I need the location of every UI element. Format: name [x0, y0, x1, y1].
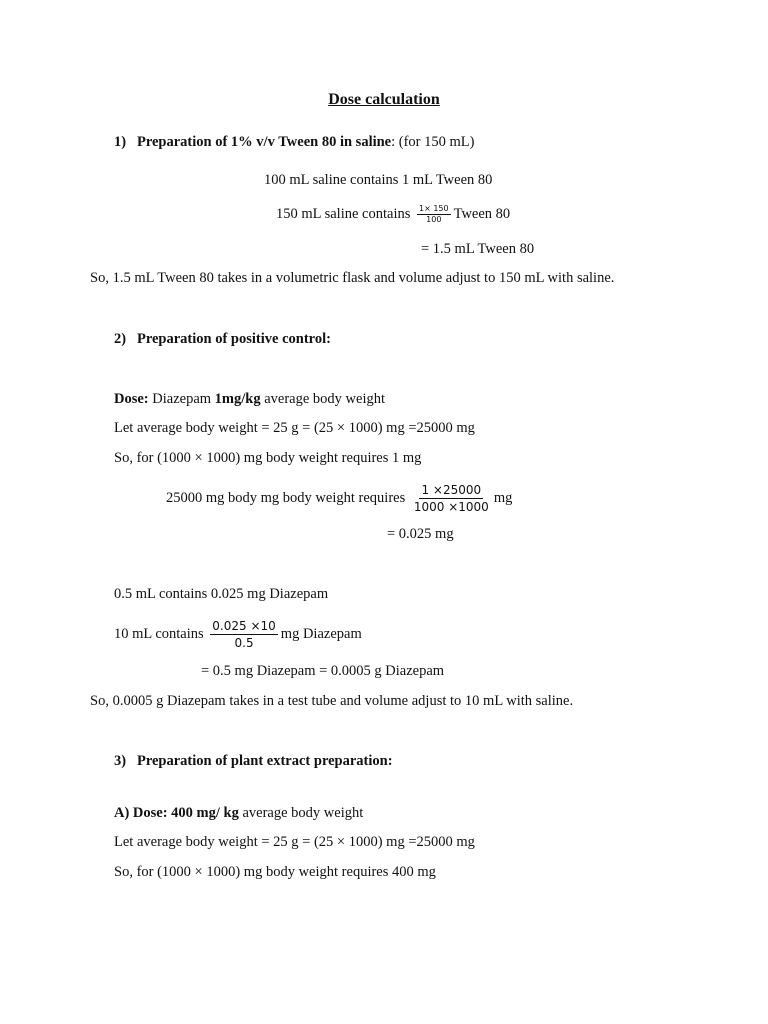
- s1-fraction-numerator: 1× 150: [419, 204, 449, 214]
- s1-line1: 100 mL saline contains 1 mL Tween 80: [264, 172, 493, 188]
- s2-calc-fraction: [412, 482, 491, 515]
- s2-ten-numerator: 0.025 ×10: [212, 619, 276, 634]
- s1-fraction: [417, 204, 451, 225]
- s1-line2: [276, 202, 510, 226]
- section-2-number: 2): [114, 331, 127, 347]
- section-1-title: Preparation of 1% v/v Tween 80 in saline: [136, 134, 392, 150]
- section-2-heading: [114, 330, 331, 348]
- s3-a-dose-line: [114, 804, 363, 822]
- s2-ten-suffix: mg Diazepam: [280, 626, 362, 642]
- s3-a-dose-basis: average body weight: [242, 805, 364, 821]
- s2-body-weight: Let average body weight = 25 g = (25 × 1000) mg =25000 mg: [114, 420, 475, 436]
- s2-ten-line: [114, 614, 362, 654]
- s2-ten-denominator: 0.5: [234, 636, 254, 651]
- section-1-heading: [114, 133, 474, 151]
- s3-a-dose-label: A) Dose: 400 mg/ kg: [114, 805, 239, 821]
- section-1-title-rest: : (for 150 mL): [391, 134, 475, 150]
- section-3-title: Preparation of plant extract preparation:: [136, 753, 393, 769]
- s1-fraction-denominator: 100: [426, 215, 442, 225]
- s1-result: = 1.5 mL Tween 80: [421, 241, 535, 257]
- s2-calc-suffix: mg: [493, 490, 513, 506]
- section-2-title: Preparation of positive control:: [136, 331, 331, 347]
- s2-dose-amount: 1mg/kg: [214, 391, 261, 407]
- section-3-number: 3): [114, 753, 127, 769]
- s2-contains: 0.5 mL contains 0.025 mg Diazepam: [114, 586, 329, 602]
- s3-body-weight: Let average body weight = 25 g = (25 × 1000) mg =25000 mg: [114, 834, 475, 850]
- s2-dose-drug: Diazepam: [152, 391, 212, 407]
- s2-calc-result: = 0.025 mg: [387, 526, 454, 542]
- s2-dose-basis: average body weight: [264, 391, 386, 407]
- s1-conclusion: So, 1.5 mL Tween 80 takes in a volumetric flask and volume adjust to 150 mL with saline.: [90, 270, 615, 286]
- s2-dose-label: Dose:: [114, 391, 149, 407]
- s2-conclusion: So, 0.0005 g Diazepam takes in a test tube and volume adjust to 10 mL with saline.: [90, 693, 574, 709]
- s2-calc-denominator: 1000 ×1000: [413, 500, 489, 515]
- section-3-heading: [114, 752, 393, 770]
- s2-calc-line: [166, 478, 512, 518]
- s1-line2-suffix: Tween 80: [453, 206, 511, 222]
- s3-requires: So, for (1000 × 1000) mg body weight requires 400 mg: [114, 864, 436, 880]
- s2-ten-fraction: [210, 618, 278, 651]
- section-1-number: 1): [114, 134, 127, 150]
- s1-line2-prefix: 150 mL saline contains: [276, 206, 411, 222]
- s2-calc-prefix: 25000 mg body mg body weight requires: [166, 490, 406, 506]
- page-title: Dose calculation: [328, 91, 440, 108]
- s2-dose-line: [114, 390, 385, 408]
- s2-ten-prefix: 10 mL contains: [114, 626, 204, 642]
- s2-requires: So, for (1000 × 1000) mg body weight requires 1 mg: [114, 450, 422, 466]
- s2-calc-numerator: 1 ×25000: [421, 483, 482, 498]
- s2-ten-result: = 0.5 mg Diazepam = 0.0005 g Diazepam: [201, 663, 445, 679]
